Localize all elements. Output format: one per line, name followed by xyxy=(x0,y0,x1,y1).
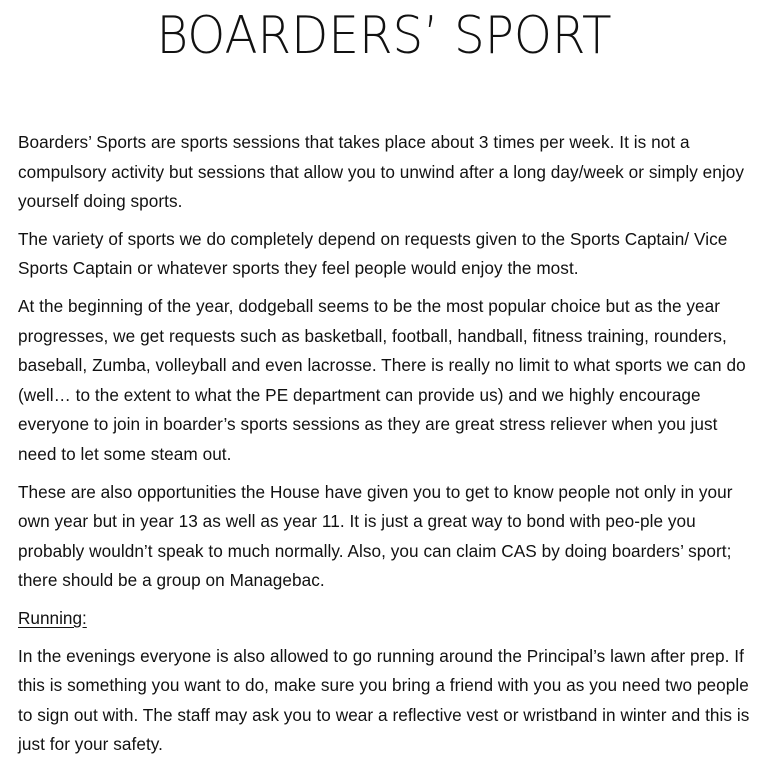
page-title: BOARDERS’ SPORT xyxy=(156,6,612,66)
document-body xyxy=(18,128,760,768)
paragraph-variety: The variety of sports we do completely depend on requests given to the Sports Captain/ Vice Sports Captain or whatever sports they feel people would enjoy the most. xyxy=(18,228,728,279)
section-heading-running: Running: xyxy=(18,607,87,628)
paragraph-intro: Boarders’ Sports are sports sessions that takes place about 3 times per week. It is not a compulsory activity but sessions that allow you to unwind after a long day/week or simply enjoy yourself doing sports. xyxy=(18,132,745,212)
paragraph-opportunities: These are also opportunities the House have given you to get to know people not only in your own year but in year 13 as well as year 11. It is just a great way to bond with peo-ple you probably wouldn’t speak to much normally. Also, you can claim CAS by doing boarders’ sport; there should be a group on Managebac. xyxy=(18,481,733,591)
paragraph-running: In the evenings everyone is also allowed to go running around the Principal’s lawn after prep. If this is something you want to do, make sure you bring a friend with you as you need two people to sign out with. The staff may ask you to wear a reflective vest or wristband in winter and this is just for your safety. xyxy=(18,645,750,755)
paragraph-popular-sports: At the beginning of the year, dodgeball seems to be the most popular choice but as the year progresses, we get requests such as basketball, football, handball, fitness training, rounders, baseball, Zumba, volleyball and even lacrosse. There is really no limit to what sports we can do (well… to the extent to what the PE department can provide us) and we highly encourage everyone to join in boarder’s sports sessions as they are great stress reliever when you just need to let some steam out. xyxy=(18,295,746,464)
